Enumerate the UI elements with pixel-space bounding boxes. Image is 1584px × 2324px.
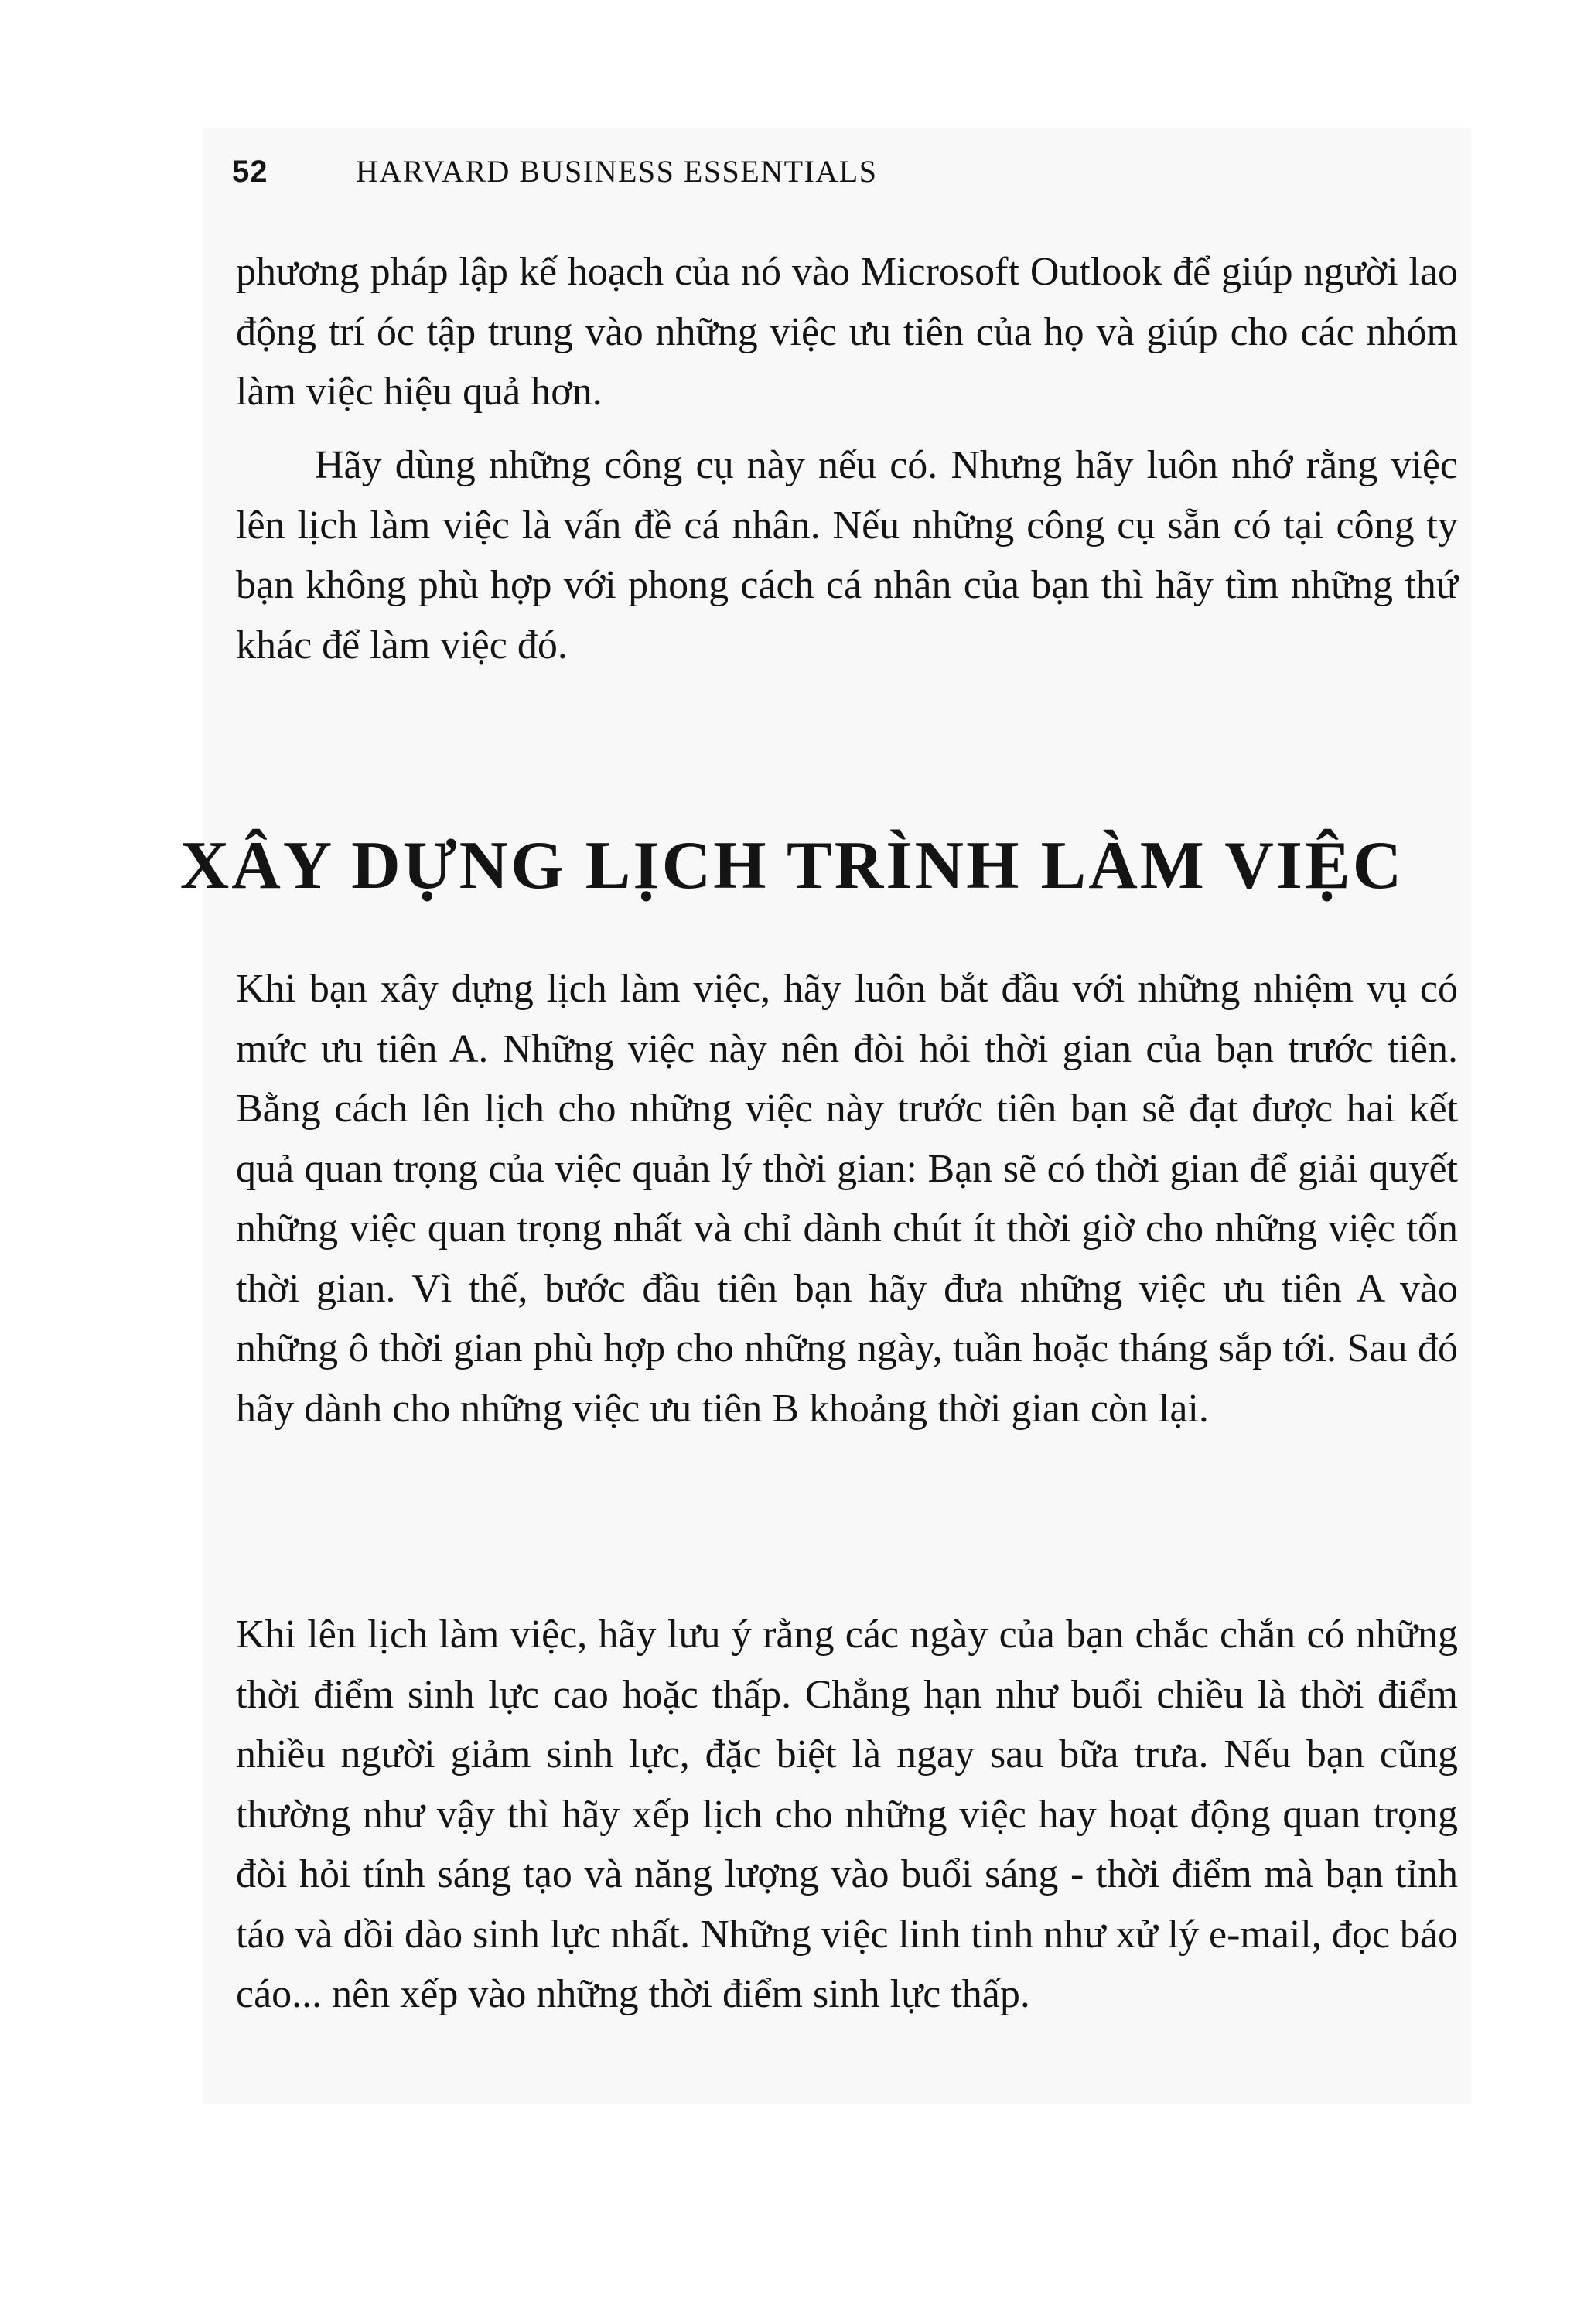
paragraph-energy-levels: Khi lên lịch làm việc, hãy lưu ý rằng các ngày của bạn chắc chắn có những thời điểm sinh lực cao hoặc thấp. Chẳng hạn như buổi chiều là thời điểm nhiều người giảm sinh lực, đặc biệt là ngay sau bữa trưa. Nếu bạn cũng thường như vậy thì hãy xếp lịch cho những việc hay hoạt động quan trọng đòi hỏi tính sáng tạo và năng lượng vào buổi sáng - thời điểm mà bạn tỉnh táo và dồi dào sinh lực nhất. Những việc linh tinh như xử lý e-mail, đọc báo cáo... nên xếp vào những thời điểm sinh lực thấp. — [236, 1612, 1458, 2016]
page-number: 52 — [232, 155, 268, 189]
running-header — [232, 153, 877, 193]
book-title: HARVARD BUSINESS ESSENTIALS — [356, 154, 878, 189]
paragraph-tools-advice: Hãy dùng những công cụ này nếu có. Nhưng hãy luôn nhớ rằng việc lên lịch làm việc là vấn đề cá nhân. Nếu những công cụ sẵn có tại công ty bạn không phù hợp với phong cách cá nhân của bạn thì hãy tìm những thứ khác để làm việc đó. — [236, 443, 1458, 667]
section-heading: XÂY DỰNG LỊCH TRÌNH LÀM VIỆC — [179, 828, 1405, 903]
paragraph-priority-a: Khi bạn xây dựng lịch làm việc, hãy luôn bắt đầu với những nhiệm vụ có mức ưu tiên A. Những việc này nên đòi hỏi thời gian của bạn trước tiên. Bằng cách lên lịch cho những việc này trước tiên bạn sẽ đạt được hai kết quả quan trọng của việc quản lý thời gian: Bạn sẽ có thời gian để giải quyết những việc quan trọng nhất và chỉ dành chút ít thời giờ cho những việc tốn thời gian. Vì thế, bước đầu tiên bạn hãy đưa những việc ưu tiên A vào những ô thời gian phù hợp cho những ngày, tuần hoặc tháng sắp tới. Sau đó hãy dành cho những việc ưu tiên B khoảng thời gian còn lại. — [236, 967, 1458, 1431]
paragraph-continued: phương pháp lập kế hoạch của nó vào Microsoft Outlook để giúp người lao động trí óc tập trung vào những việc ưu tiên của họ và giúp cho các nhóm làm việc hiệu quả hơn. — [236, 250, 1458, 414]
